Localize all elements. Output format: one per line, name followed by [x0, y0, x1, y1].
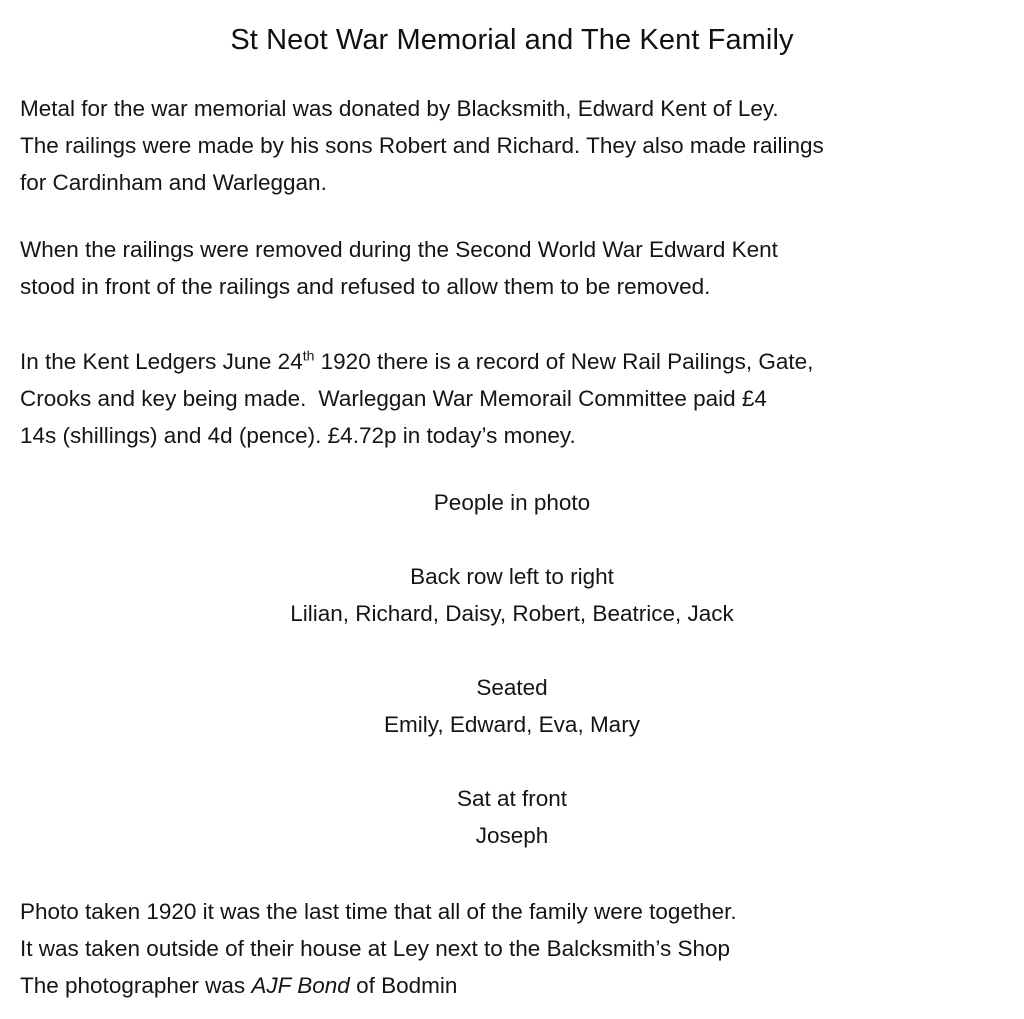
seated-names: Emily, Edward, Eva, Mary: [384, 712, 640, 737]
front-label: Sat at front: [456, 786, 568, 811]
people-heading: People in photo: [433, 490, 591, 515]
paragraph-memorial-metal: [20, 90, 1010, 201]
ledger-items-text: Crooks and key being made.: [20, 386, 307, 411]
photographer-name: AJF Bond: [251, 973, 350, 998]
text-line: [20, 343, 1010, 380]
text-line: Photo taken 1920 it was the last time that all of the family were together.: [20, 899, 737, 924]
text-line: [20, 967, 1010, 1004]
text-line: 14s (shillings) and 4d (pence). £4.72p in today’s money.: [20, 423, 576, 448]
ledger-payment-text: Warleggan War Memorail Committee paid £4: [318, 386, 767, 411]
text-line: When the railings were removed during the Second World War Edward Kent: [20, 237, 778, 262]
ledger-date-text: In the Kent Ledgers June 24: [20, 349, 303, 374]
front-block: [0, 780, 1024, 854]
paragraph-railings-war: [20, 231, 1010, 305]
text-line: It was taken outside of their house at Ley next to the Balcksmith’s Shop: [20, 936, 730, 961]
photographer-suffix: of Bodmin: [349, 973, 458, 998]
paragraph-ledgers: [20, 343, 1010, 454]
seated-label: Seated: [476, 675, 548, 700]
ordinal-suffix: th: [302, 347, 315, 364]
front-names: Joseph: [475, 823, 549, 848]
paragraph-photo-info: [20, 893, 1010, 1004]
back-row-names: Lilian, Richard, Daisy, Robert, Beatrice, Jack: [290, 601, 734, 626]
text-line: [20, 380, 1010, 417]
back-row-label: Back row left to right: [410, 564, 614, 589]
text-line: The railings were made by his sons Robert and Richard. They also made railings: [20, 133, 824, 158]
back-row-block: [0, 558, 1024, 632]
text-line: stood in front of the railings and refused to allow them to be removed.: [20, 274, 711, 299]
people-heading-block: [0, 484, 1024, 521]
text-line: for Cardinham and Warleggan.: [20, 170, 327, 195]
page-title: St Neot War Memorial and The Kent Family: [230, 24, 794, 56]
ledger-record-text: 1920 there is a record of New Rail Pailings, Gate,: [314, 349, 814, 374]
photographer-prefix: The photographer was: [20, 973, 252, 998]
seated-block: [0, 669, 1024, 743]
text-line: Metal for the war memorial was donated by Blacksmith, Edward Kent of Ley.: [20, 96, 779, 121]
